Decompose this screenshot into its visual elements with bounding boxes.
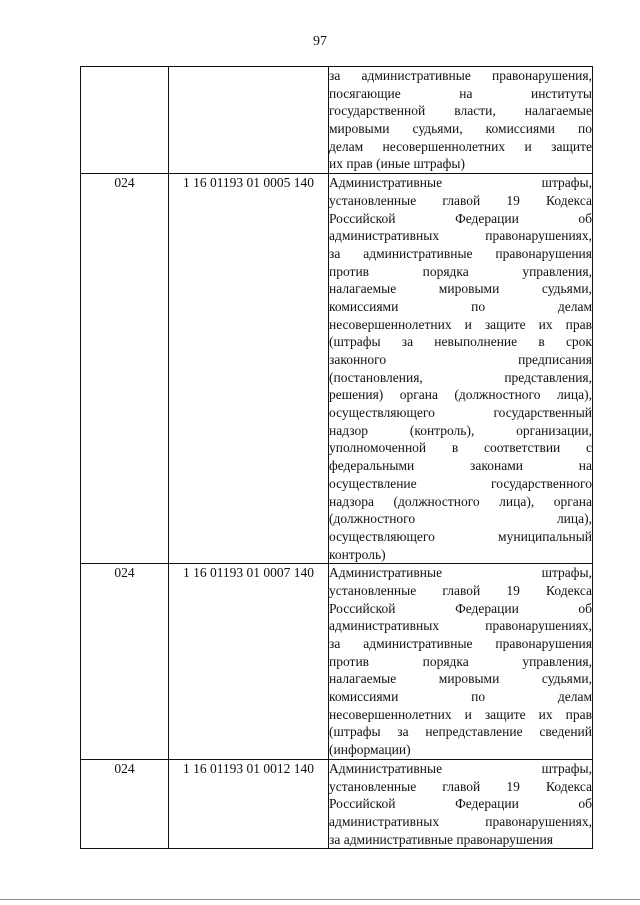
description-line: (постановления, представления,	[329, 369, 592, 385]
description-line: налагаемые мировыми судьями,	[329, 671, 592, 687]
kbk-code-cell: 1 16 01193 01 0005 140	[169, 174, 329, 564]
kbk-code-cell: 1 16 01193 01 0007 140	[169, 564, 329, 760]
description-line: (штрафы за непредставление сведений	[329, 724, 592, 740]
description-cell	[329, 174, 593, 564]
description-line: мировыми судьями, комиссиями по	[329, 121, 592, 137]
description-line: установленные главой 19 Кодекса	[329, 192, 592, 208]
description-line: административных правонарушениях,	[329, 618, 592, 634]
description-line: (штрафы за невыполнение в срок	[329, 334, 592, 350]
admin-code-cell: 024	[81, 174, 169, 564]
table-row	[81, 67, 593, 174]
description-cell	[329, 67, 593, 174]
table-body	[81, 67, 593, 849]
page-bottom-edge	[0, 899, 640, 900]
description-line: комиссиями по делам	[329, 689, 592, 705]
description-line: надзора (должностного лица), органа	[329, 493, 592, 509]
description-line: осуществление государственного	[329, 475, 592, 491]
description-line: Российской Федерации об	[329, 210, 592, 226]
description-line: (информации)	[329, 742, 411, 758]
description-line: комиссиями по делам	[329, 298, 592, 314]
description-line: административных правонарушениях,	[329, 228, 592, 244]
description-line: против порядка управления,	[329, 653, 592, 669]
description-line: государственной власти, налагаемые	[329, 103, 592, 119]
description-line: налагаемые мировыми судьями,	[329, 281, 592, 297]
description-line: установленные главой 19 Кодекса	[329, 778, 592, 794]
description-line: осуществляющего муниципальный	[329, 528, 592, 544]
description-line: (должностного лица),	[329, 511, 592, 527]
table-row	[81, 174, 593, 564]
table-row	[81, 564, 593, 760]
budget-classification-table	[80, 66, 593, 849]
description-line: Административные штрафы,	[329, 760, 592, 776]
description-line: Российской Федерации об	[329, 600, 592, 616]
description-line: их прав (иные штрафы)	[329, 156, 465, 172]
description-line: за административные правонарушения	[329, 636, 592, 651]
description-line: решения) органа (должностного лица),	[329, 387, 592, 403]
description-line: Административные штрафы,	[329, 565, 592, 581]
description-line: уполномоченной в соответствии с	[329, 440, 592, 456]
kbk-code-cell: 1 16 01193 01 0012 140	[169, 759, 329, 848]
description-line: установленные главой 19 Кодекса	[329, 582, 592, 598]
description-line: посягающие на институты	[329, 85, 592, 101]
description-line: осуществляющего государственный	[329, 405, 592, 421]
description-cell	[329, 759, 593, 848]
kbk-code-cell	[169, 67, 329, 174]
description-line: делам несовершеннолетних и защите	[329, 138, 592, 154]
admin-code-cell: 024	[81, 759, 169, 848]
table-row	[81, 759, 593, 848]
description-line: против порядка управления,	[329, 263, 592, 279]
admin-code-cell	[81, 67, 169, 174]
description-line: за административные правонарушения,	[329, 68, 592, 83]
description-line: за административные правонарушения	[329, 831, 553, 847]
description-line: за административные правонарушения	[329, 245, 592, 261]
description-line: надзор (контроль), организации,	[329, 422, 592, 438]
admin-code-cell: 024	[81, 564, 169, 760]
description-line: несовершеннолетних и защите их прав	[329, 706, 592, 722]
description-line: административных правонарушениях,	[329, 813, 592, 829]
page-number: 97	[313, 34, 327, 49]
description-line: законного предписания	[329, 352, 592, 367]
description-line: федеральными законами на	[329, 458, 592, 474]
description-line: несовершеннолетних и защите их прав	[329, 316, 592, 332]
description-cell	[329, 564, 593, 760]
description-line: контроль)	[329, 546, 386, 562]
description-line: Административные штрафы,	[329, 175, 592, 191]
description-line: Российской Федерации об	[329, 796, 592, 812]
